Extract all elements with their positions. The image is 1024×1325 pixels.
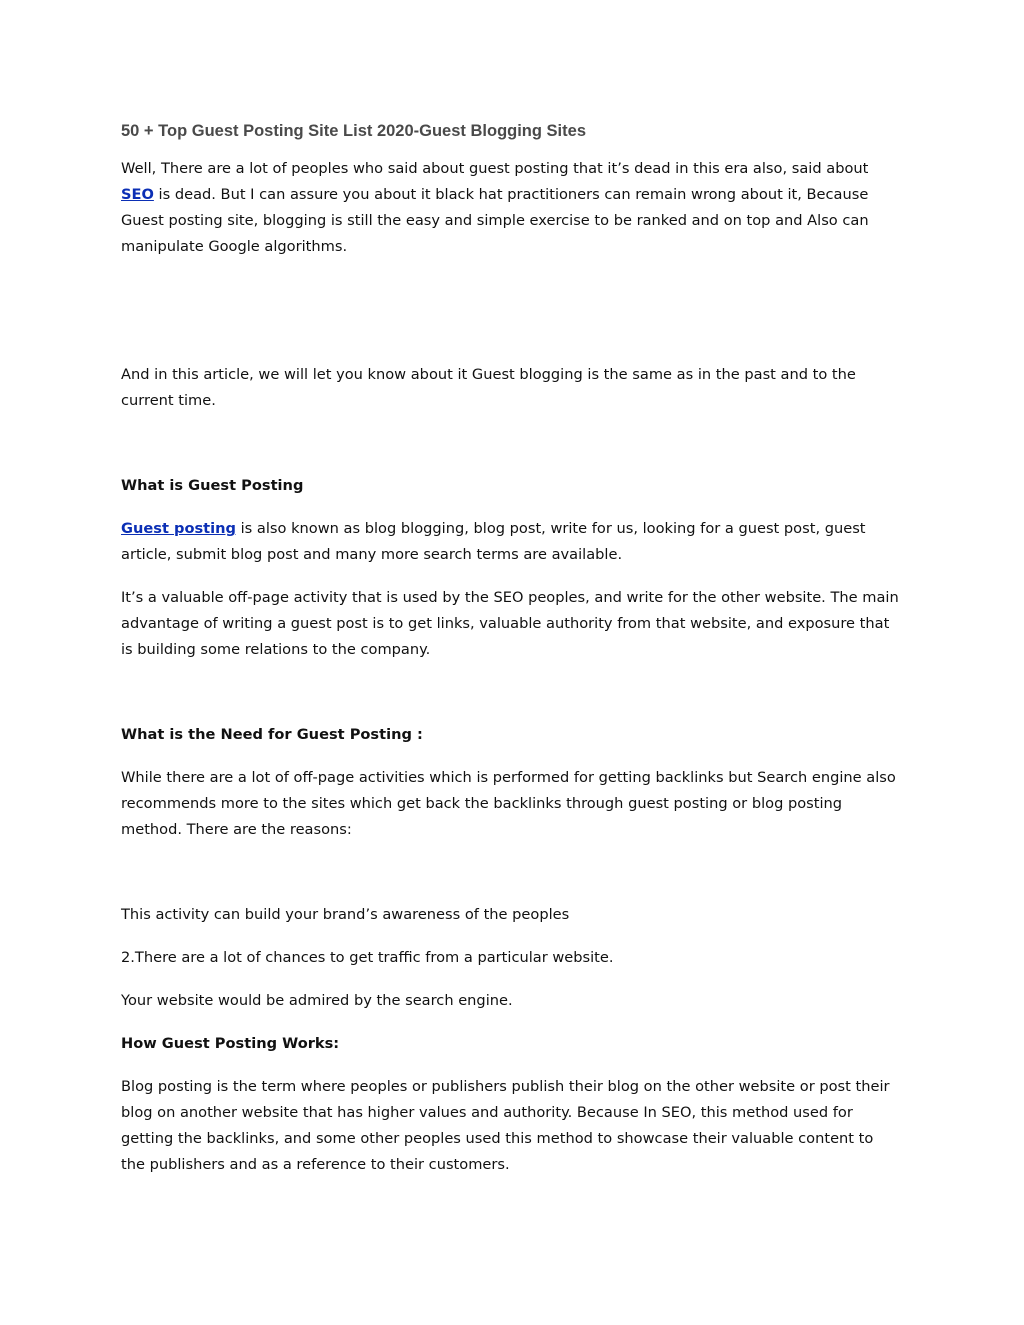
spacer [121,1014,901,1031]
spacer [121,663,901,722]
spacer [121,748,901,765]
off-page-activity-paragraph: It’s a valuable off-page activity that is used by the SEO peoples, and write for the other website. The main advantage of writing a guest post is to get links, valuable authority from that website, and exposure that is building some relations to the company. [121,589,899,658]
spacer [121,843,901,902]
intro-suffix: is dead. But I can assure you about it black hat practitioners can remain wrong about it, Because Guest posting site, blogging is still the easy and simple exercise to be ranked and on top and Also can manipulate Google algorithms. [121,186,869,255]
how-it-works-paragraph: Blog posting is the term where peoples or publishers publish their blog on the other website or post their blog on another website that has higher values and authority. Because In SEO, this method used for getting the backlinks, and some other peoples used this method to showcase their valuable content to the publishers and as a reference to their customers. [121,1078,890,1173]
spacer [121,568,901,585]
guest-posting-link[interactable]: Guest posting [121,520,236,537]
reason-search-engine: Your website would be admired by the search engine. [121,992,513,1009]
article-note-paragraph: And in this article, we will let you know about it Guest blogging is the same as in the past and to the current time. [121,366,856,409]
how-guest-posting-works-heading: How Guest Posting Works: [121,1035,340,1052]
reason-brand-awareness: This activity can build your brand’s awareness of the peoples [121,906,570,923]
definition-suffix: is also known as blog blogging, blog post, write for us, looking for a guest post, guest article, submit blog post and many more search terms are available. [121,520,866,563]
reason-traffic: 2.There are a lot of chances to get traffic from a particular website. [121,949,614,966]
guest-posting-definition-paragraph [121,516,901,568]
spacer [121,1057,901,1074]
need-for-guest-posting-heading: What is the Need for Guest Posting : [121,726,423,743]
document-title: 50 + Top Guest Posting Site List 2020-Guest Blogging Sites [121,122,586,140]
spacer [121,260,901,362]
need-paragraph: While there are a lot of off-page activities which is performed for getting backlinks but Search engine also recommends more to the sites which get back the backlinks through guest posting or blog posting method. There are the reasons: [121,769,896,838]
intro-paragraph [121,156,901,260]
intro-prefix: Well, There are a lot of peoples who said about guest posting that it’s dead in this era also, said about [121,160,869,177]
seo-link[interactable]: SEO [121,186,154,203]
what-is-guest-posting-heading: What is Guest Posting [121,477,304,494]
spacer [121,928,901,945]
spacer [121,499,901,516]
spacer [121,971,901,988]
spacer [121,414,901,473]
document-content [121,120,901,1178]
